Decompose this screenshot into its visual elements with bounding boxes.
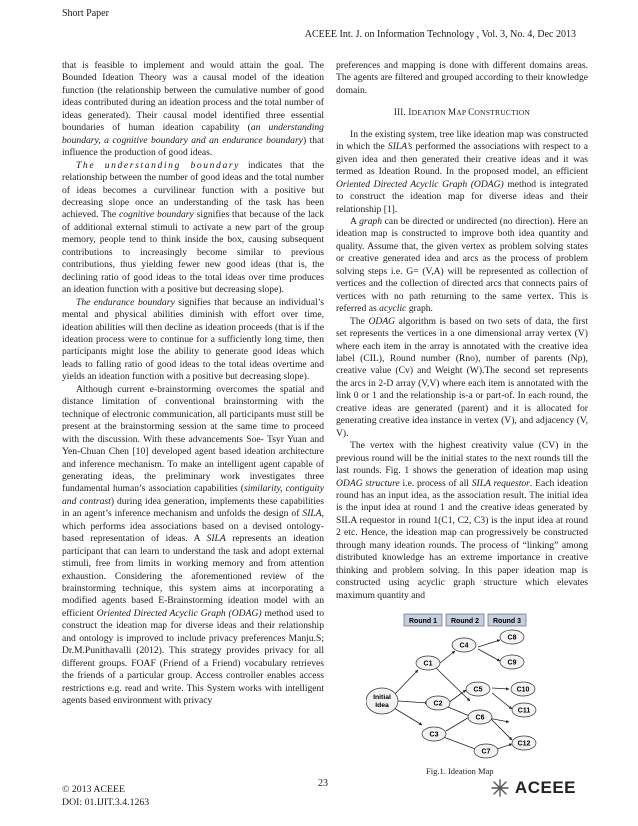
idea-node-label: C11 bbox=[517, 707, 531, 715]
initial-idea-label: Initial bbox=[373, 694, 391, 701]
idea-node-label: C3 bbox=[429, 731, 439, 739]
copyright: © 2013 ACEEE bbox=[62, 784, 125, 795]
idea-node-label: C12 bbox=[517, 740, 531, 748]
idea-node-label: C4 bbox=[459, 642, 469, 650]
paragraph: Although current e-brainstorming overcomes the spatial and distance limitation of conventional brainstorming with the technique of electronic communication, all participants must still be present at the brainstorming session at the same time to proceed with the discussion. With these advancements Soe- Tsyr Yuan and Yen-Chuan Chen [10] developed agent based ideation architecture and inference mechanism. To make an intelligent agent capable of generating ideas, the preliminary work investigates three fundamental human’s association capabilities (similarity, contiguity and contrast) during idea generation, implements these capabilities in an agent’s inference mechanism and unfolds the design of SILA, which performs idea associations based on a devised ontology-based representation of ideas. A SILA represents an ideation participant that can learn to understand the task and adopt external stimuli, free from limits in working memory and from attention exhaustion. Considering the aforementioned review of the brainstorming technique, this system aims at incorporating a modified agents based E-Brainstorming ideation model with an efficient Oriented Directed Acyclic Graph (ODAG) method used to construct the ideation map for diverse ideas and their relationship and ontology is improved to include privacy preferences Manju.S; Dr.M.Punithavalli (2012). This strategy provides privacy for all different groups. FOAF (Friend of a Friend) vocabulary retrieves the friends of a particular group. Access controller enables access restrictions e.g. read and write. This System works with intelligent agents based environment with privacy bbox=[62, 383, 324, 707]
paragraph: In the existing system, tree like ideation map was constructed in which the SILA’s performed the associations with respect to a given idea and then generated their creative ideas and it was termed as Ideation Round. In the proposed model, an efficient Oriented Directed Acyclic Graph (ODAG) method is integrated to construct the ideation map for diverse ideas and their relationship [1]. bbox=[336, 128, 588, 215]
aceee-logo: ACEEE bbox=[514, 778, 576, 797]
paragraph: The understanding boundary indicates that the relationship between the number of good ideas and the total number of ideas becomes a curvilinear function with a positive but decreasing slope once an understanding of the task has been achieved. The cognitive boundary signifies that because of the lack of additional external stimuli to activate a new part of the group memory, people tend to think inside the box, causing subsequent contributions to increasingly become similar to previous contributions, thus yielding fewer new good ideas (that is, the declining ratio of good ideas to the total ideas over time produces an ideation function with a positive but decreasing slope). bbox=[62, 159, 324, 296]
round-3-label: Round 3 bbox=[493, 618, 521, 625]
idea-node-label: C1 bbox=[423, 660, 433, 668]
short-paper-label: Short Paper bbox=[62, 8, 109, 19]
paragraph: The endurance boundary signifies that because an individual’s mental and physical abilities diminish with effort over time, ideation abilities will then decline as ideation proceeds (that is if the ideation process were to continue for a sufficiently long time, then participants might lose the ability to generate good ideas which leads to falling ratio of good ideas to the total ideas overtime and yields an ideation function with a positive but decreasing slope). bbox=[62, 296, 325, 383]
page-number: 23 bbox=[318, 778, 328, 789]
paragraph: preferences and mapping is done with different domains areas. The agents are filtered and grouped according to their knowledge domain. bbox=[336, 60, 588, 96]
idea-node-label: C7 bbox=[481, 748, 491, 756]
initial-idea-node bbox=[366, 688, 398, 714]
paragraph: that is feasible to implement and would attain the goal. The Bounded Ideation Theory was a causal model of the ideation function (the relationship between the cumulative number of good ideas contributed during an ideation process and the total number of ideas generated). Their causal model identified three essential boundaries of human ideation capability (an understanding boundary, a cognitive boundary and an endurance boundary) that influence the production of good ideas. bbox=[62, 60, 324, 159]
footer-info bbox=[62, 783, 149, 809]
aceee-star-icon bbox=[490, 778, 510, 798]
journal-header: ACEEE Int. J. on Information Technology , Vol. 3, No. 4, Dec 2013 bbox=[304, 29, 576, 40]
section-heading: III. IDEATION MAP CONSTRUCTION bbox=[393, 107, 531, 118]
idea-node-label: C6 bbox=[475, 714, 485, 722]
idea-node-label: C5 bbox=[473, 686, 483, 694]
left-column bbox=[62, 60, 324, 708]
ideation-map-figure bbox=[366, 613, 562, 763]
idea-node-label: C2 bbox=[433, 700, 443, 708]
doi: DOI: 01.IJIT.3.4.1263 bbox=[62, 797, 150, 808]
round-1-label: Round 1 bbox=[409, 618, 437, 625]
idea-node-label: C8 bbox=[507, 634, 517, 642]
idea-node-label: C9 bbox=[507, 659, 517, 667]
right-column bbox=[336, 60, 588, 602]
initial-idea-label: Idea bbox=[375, 702, 389, 709]
paragraph: A graph can be directed or undirected (no direction). Here an ideation map is constructed to improve both idea quantity and quality. Assume that, the given vertex as problem solving states or creative generated idea and arcs as the process of problem solving steps i.e. G= (V,A) will be represented as collection of vertices and the collection of directed arcs that connects pairs of vertices with no path returning to the same vertex. This is referred as acyclic graph. bbox=[336, 215, 588, 315]
figure-caption: Fig.1. Ideation Map bbox=[426, 766, 494, 776]
paragraph: The vertex with the highest creativity value (CV) in the previous round will be the initial states to the next rounds till the last rounds. Fig. 1 shows the generation of ideation map using ODAG structure i.e. process of all SILA requestor. Each ideation round has an input idea, as the association result. The initial idea is the input idea at round 1 and the creative ideas generated by SILA requestor in round 1(C1, C2, C3) is the input idea at round 2 etc. Hence, the ideation map can progressively be constructed through many ideation rounds. The process of “linking” among distributed knowledge has an extreme importance in creative thinking and problem solving. In this paper ideation map is constructed using acyclic graph structure which elevates maximum quantity and bbox=[336, 440, 588, 601]
idea-node-label: C10 bbox=[516, 686, 530, 694]
paragraph: The ODAG algorithm is based on two sets of data, the first set represents the vertices in a one dimensional array vertex (V) where each item in the array is annotated with the creative idea label (CIL), Round number (Rno), number of parents (Np), creative value (Cv) and Weight (W).The second set represents the arcs in 2-D array (V,V) where each item is annotated with the link 0 or 1 and the relationship is-a or part-of. In each round, the creative ideas are generated (parent) and it is allocated for generating creative idea instance in vertex (V), and adjacency (V, V). bbox=[336, 315, 588, 439]
round-2-label: Round 2 bbox=[451, 618, 479, 625]
